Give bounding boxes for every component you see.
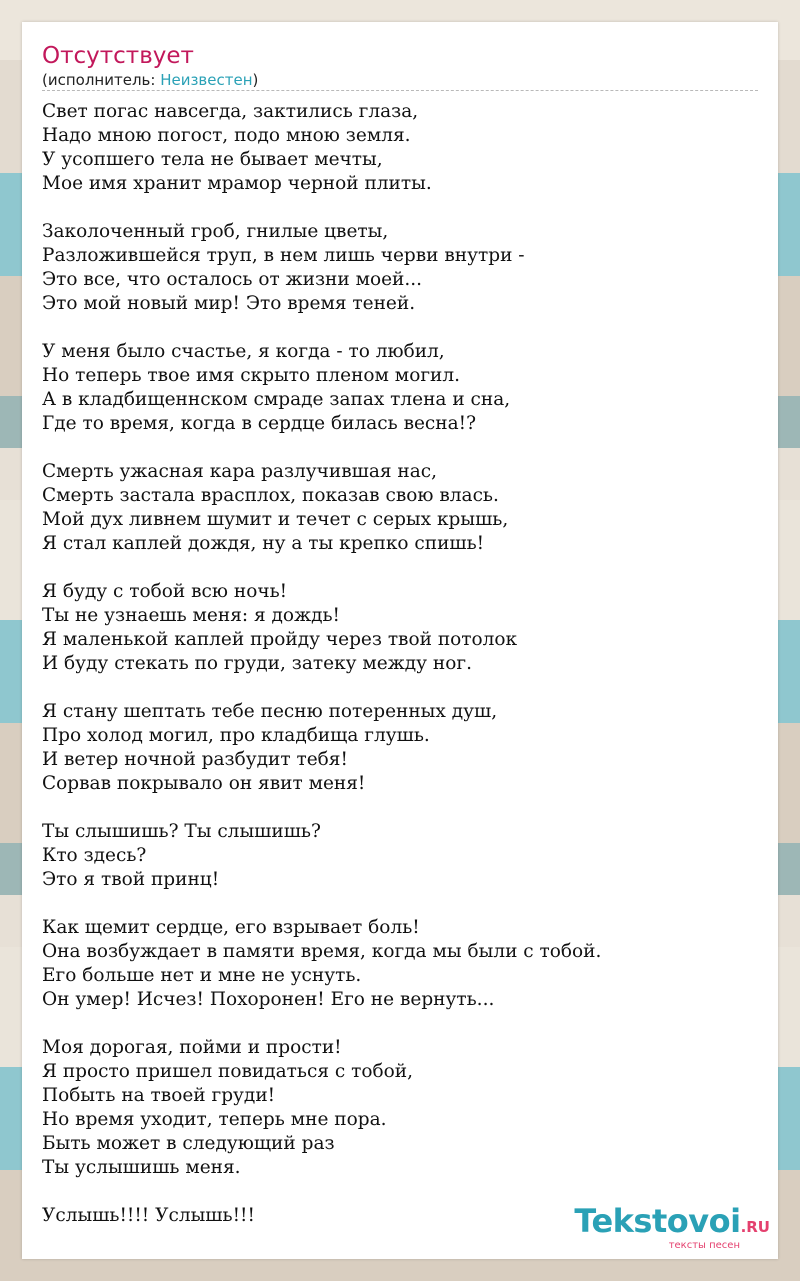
lyric-line: Услышь!!!! Услышь!!!	[42, 1205, 255, 1226]
lyric-line: Сорвав покрывало он явит меня!	[42, 773, 366, 794]
lyric-line: Его больше нет и мне не уснуть.	[42, 965, 362, 986]
lyric-line: Мой дух ливнем шумит и течет с серых крышь,	[42, 509, 509, 530]
lyric-line: Заколоченный гроб, гнилые цветы,	[42, 221, 389, 242]
lyric-line: Свет погас навсегда, зактились глаза,	[42, 101, 419, 122]
lyric-line: Моя дорогая, пойми и прости!	[42, 1037, 342, 1058]
brand-tagline: тексты песен	[668, 1240, 740, 1251]
lyric-line: Я буду с тобой всю ночь!	[42, 581, 288, 602]
lyric-line: Про холод могил, про кладбища глушь.	[42, 725, 430, 746]
lyrics-card	[22, 22, 778, 1259]
lyric-line: Смерть застала врасплох, показав свою влась.	[42, 485, 499, 506]
stanza-gap	[42, 436, 758, 460]
lyric-line: Ты услышишь меня.	[42, 1157, 241, 1178]
stanza-gap	[42, 196, 758, 220]
stanza-gap	[42, 1180, 758, 1204]
lyric-line: Я стал каплей дождя, ну а ты крепко спишь!	[42, 533, 485, 554]
lyric-line: Это все, что осталось от жизни моей...	[42, 269, 423, 290]
lyric-line: И буду стекать по груди, затеку между ног.	[42, 653, 472, 674]
stanza-gap	[42, 796, 758, 820]
stanza-gap	[42, 892, 758, 916]
lyric-line: Я стану шептать тебе песню потеренных душ,	[42, 701, 498, 722]
artist-line	[42, 70, 258, 90]
lyric-line: Мое имя хранит мрамор черной плиты.	[42, 173, 432, 194]
stanza-gap	[42, 316, 758, 340]
lyric-line: Как щемит сердце, его взрывает боль!	[42, 917, 420, 938]
lyric-line: А в кладбищеннском смраде запах тлена и сна,	[42, 389, 511, 410]
lyric-line: И ветер ночной разбудит тебя!	[42, 749, 348, 770]
lyric-line: Но теперь твое имя скрыто пленом могил.	[42, 365, 460, 386]
lyric-line: Ты слышишь? Ты слышишь?	[42, 821, 321, 842]
lyrics-text	[42, 100, 758, 1228]
lyric-line: Он умер! Исчез! Похоронен! Его не вернуть...	[42, 989, 495, 1010]
lyric-line: Где то время, когда в сердце билась весна!?	[42, 413, 477, 434]
artist-suffix: )	[252, 71, 259, 89]
lyric-line: Кто здесь?	[42, 845, 147, 866]
title-divider	[42, 90, 758, 91]
lyric-line: Побыть на твоей груди!	[42, 1085, 276, 1106]
lyric-line: Смерть ужасная кара разлучившая нас,	[42, 461, 438, 482]
lyric-line: Это я твой принц!	[42, 869, 220, 890]
stanza-gap	[42, 1012, 758, 1036]
lyric-line: Но время уходит, теперь мне пора.	[42, 1109, 387, 1130]
lyric-line: У меня было счастье, я когда - то любил,	[42, 341, 445, 362]
site-logo[interactable]	[574, 1204, 770, 1251]
artist-link[interactable]: Неизвестен	[160, 71, 253, 89]
lyric-line: Разложившейся труп, в нем лишь черви внутри -	[42, 245, 525, 266]
lyric-line: Надо мною погост, подо мною земля.	[42, 125, 411, 146]
stanza-gap	[42, 676, 758, 700]
lyric-line: Я просто пришел повидаться с тобой,	[42, 1061, 413, 1082]
lyric-line: Она возбуждает в памяти время, когда мы были с тобой.	[42, 941, 602, 962]
brand-tld: .RU	[740, 1218, 770, 1236]
brand-name: Tekstovoi	[574, 1202, 741, 1240]
lyric-line: Быть может в следующий раз	[42, 1133, 335, 1154]
lyric-line: Это мой новый мир! Это время теней.	[42, 293, 416, 314]
artist-prefix: (исполнитель:	[42, 71, 161, 89]
lyric-line: Ты не узнаешь меня: я дождь!	[42, 605, 340, 626]
song-title: Отсутствует	[42, 43, 194, 69]
lyric-line: У усопшего тела не бывает мечты,	[42, 149, 383, 170]
lyric-line: Я маленькой каплей пройду через твой потолок	[42, 629, 518, 650]
stanza-gap	[42, 556, 758, 580]
